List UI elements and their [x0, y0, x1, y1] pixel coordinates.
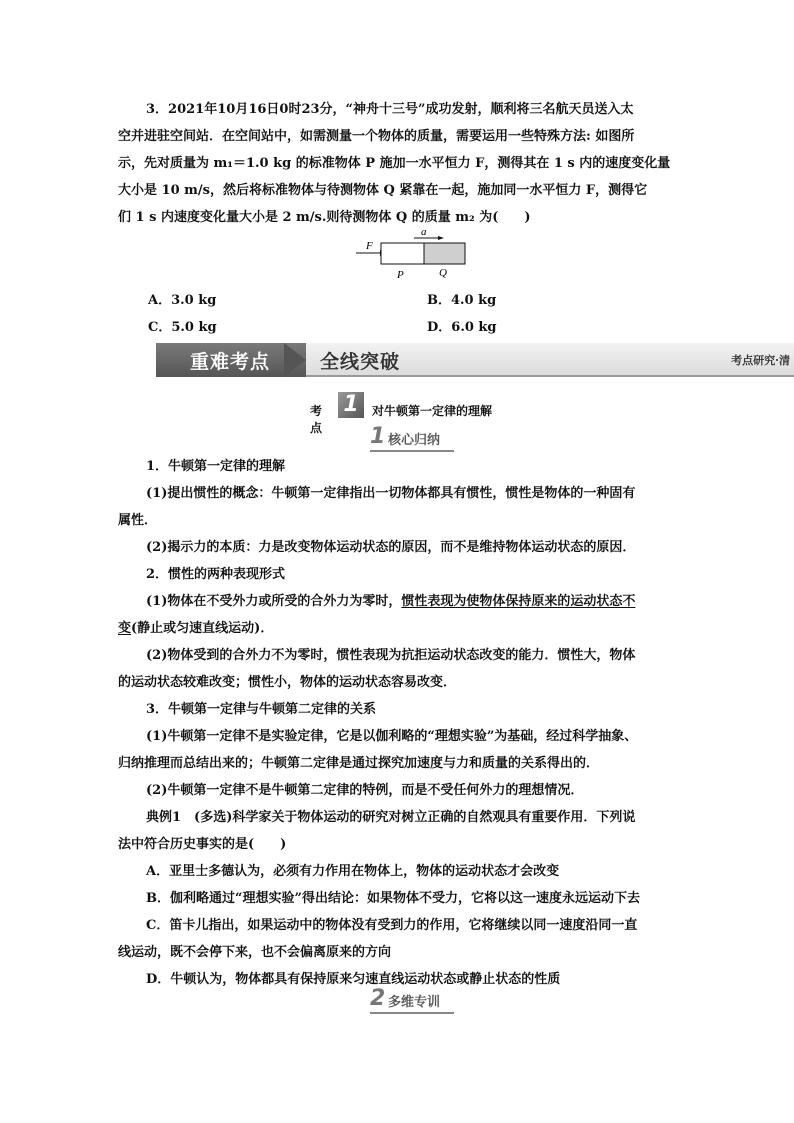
paragraph-line: 属性． [118, 513, 158, 528]
subheading-underline [370, 450, 454, 452]
paragraph-line: 归纳推理而总结出来的；牛顿第二定律是通过探究加速度与力和质量的关系得出的． [118, 756, 600, 771]
subheading-text: 核心归纳 [388, 433, 441, 448]
question-line: 示，先对质量为 m₁＝1.0 kg 的标准物体 P 施加一水平恒力 F，测得其在 1 s 内的速度变化量 [118, 156, 671, 171]
option-c: C．5.0 kg [148, 320, 217, 335]
block-q [424, 243, 465, 264]
paragraph-line: (2)揭示力的本质：力是改变物体运动状态的原因，而不是维持物体运动状态的原因． [146, 540, 636, 555]
example-option-a: A．亚里士多德认为，必须有力作用在物体上，物体的运动状态才会改变 [146, 864, 560, 879]
paragraph-text: (1)物体在不受外力或所受的合外力为零时， [146, 594, 402, 609]
example-option-c-cont: 线运动，既不会停下来，也不会偏离原来的方向 [118, 945, 392, 960]
subheading-number: 2 [370, 986, 386, 1011]
paragraph-line: (1)牛顿第一定律不是实验定律，它是以伽利略的“理想实验”为基础，经过科学抽象、 [146, 729, 638, 744]
force-label: F [366, 240, 373, 252]
section-heading: 1．牛顿第一定律的理解 [146, 459, 286, 474]
example-line: 法中符合历史事实的是( ) [118, 837, 287, 852]
paragraph-line [118, 615, 678, 642]
example-line: 典例1 (多选)科学家关于物体运动的研究对树立正确的自然观具有重要作用．下列说 [146, 810, 636, 825]
paragraph-line [118, 588, 678, 615]
section-heading: 2．惯性的两种表现形式 [146, 567, 286, 582]
section-heading: 3．牛顿第一定律与牛顿第二定律的关系 [146, 702, 377, 717]
kaodian-title: 对牛顿第一定律的理解 [372, 404, 493, 418]
paragraph-line: (2)物体受到的合外力不为零时，惯性表现为抗拒运动状态改变的能力．惯性大，物体 [146, 648, 636, 663]
kaodian-number-badge: 1 [338, 392, 364, 418]
banner-title-right: 全线突破 [320, 351, 401, 373]
banner-tag: 考点研究·清 [731, 354, 790, 367]
block-q-label: Q [439, 267, 447, 279]
underlined-text: 惯性表现为使物体保持原来的运动状态不 [401, 594, 636, 609]
physics-figure [350, 226, 480, 282]
paragraph-text: (静止或匀速直线运动)． [131, 621, 274, 636]
option-b: B．4.0 kg [427, 293, 497, 308]
paragraph-line: 的运动状态较难改变；惯性小，物体的运动状态容易改变． [118, 675, 457, 690]
accel-arrowhead [438, 236, 444, 240]
block-p-label: P [397, 269, 404, 281]
example-option-d: D．牛顿认为，物体都具有保持原来匀速直线运动状态或静止状态的性质 [146, 972, 561, 987]
option-d: D．6.0 kg [427, 320, 497, 335]
banner-chevron [284, 343, 306, 377]
subheading-underline [370, 1012, 454, 1014]
paragraph-line: (2)牛顿第一定律不是牛顿第二定律的特例，而是不受任何外力的理想情况． [146, 783, 584, 798]
question-line: 空并进驻空间站．在空间站中，如需测量一个物体的质量，需要运用一些特殊方法: 如图所 [118, 129, 635, 144]
question-line: 们 1 s 内速度变化量大小是 2 m/s.则待测物体 Q 的质量 m₂ 为( ) [118, 210, 531, 225]
example-option-b: B．伽利略通过“理想实验”得出结论：如果物体不受力，它将以这一速度永远运动下去 [146, 891, 640, 906]
kaodian-prefix: 考点 [310, 404, 323, 435]
accel-label: a [421, 226, 427, 238]
subheading-number: 1 [370, 424, 386, 449]
banner-title-left: 重难考点 [190, 351, 271, 373]
question-line: 大小是 10 m/s，然后将标准物体与待测物体 Q 紧靠在一起，施加同一水平恒力 F，测得它 [118, 183, 648, 198]
section-banner [156, 343, 794, 377]
question-line: 3．2021年10月16日0时23分，“神舟十三号”成功发射，顺利将三名航天员送入太 [146, 102, 634, 117]
option-a: A．3.0 kg [148, 293, 217, 308]
paragraph-line: (1)提出惯性的概念：牛顿第一定律指出一切物体都具有惯性，惯性是物体的一种固有 [146, 486, 636, 501]
block-p [381, 243, 424, 264]
example-option-c: C．笛卡儿指出，如果运动中的物体没有受到力的作用，它将继续以同一速度沿同一直 [146, 918, 638, 933]
subheading-text: 多维专训 [388, 995, 441, 1010]
underlined-text: 变 [118, 621, 132, 636]
